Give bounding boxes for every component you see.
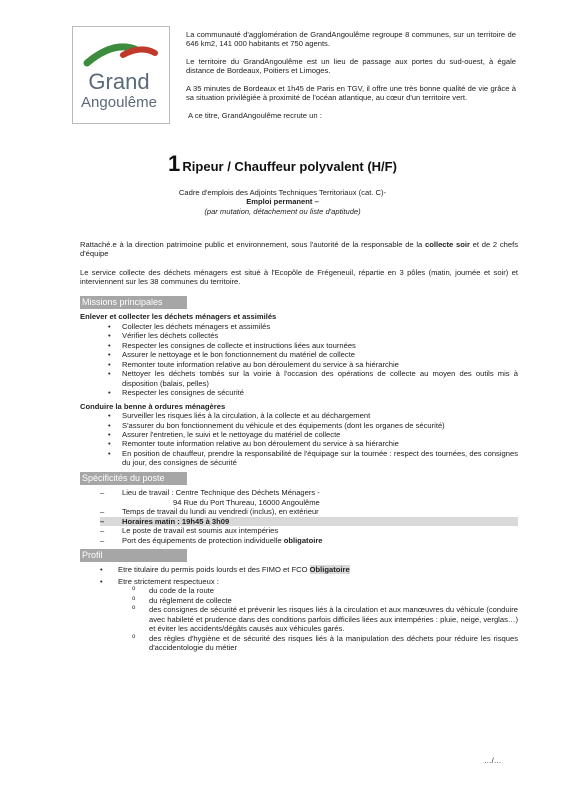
license-text: Etre titulaire du permis poids lourds et des FIMO et FCO [118,565,310,575]
job-subtitle [0,188,565,216]
para1-text-end: et de 2 chefs d'équipe [80,240,518,259]
list-item: • En position de chauffeur, prendre la responsabilité de l'équipage sur la tournée : respect des tournées, des consignes du jour, des consignes de sécurité [110,449,518,468]
intro-paragraph: A 35 minutes de Bordeaux et 1h45 de Paris en TGV, il offre une très bonne qualité de vie grâce à sa situation privilégiée à proximité de l'océan atlantique, au cœur d'un territoire vert. [186,83,516,103]
page-continuation: …/… [484,756,502,765]
specificites-list [80,488,518,545]
list-item [100,488,518,507]
logo-line1: Grand [88,69,150,94]
missions-group2-list [80,411,518,468]
list-item: – Temps de travail du lundi au vendredi (inclus), en extérieur [100,507,518,516]
protection-bold: obligatoire [283,535,323,545]
missions-group1-title: Enlever et collecter les déchets ménagers et assimilés [80,312,277,322]
intro-paragraph: Le territoire du GrandAngoulême est un lieu de passage aux portes du sud-ouest, à égale distance de Bordeaux, Poitiers et Limoges. [186,56,516,76]
workplace-line1: Lieu de travail : Centre Technique des Déchets Ménagers - [122,488,320,498]
profil-list [80,565,518,652]
section-missions-heading: Missions principales [80,296,187,309]
hours-highlight: – Horaires matin : 19h45 à 3h09 [100,517,518,526]
attachment-paragraph [80,240,518,259]
para1-bold: collecte soir [425,240,470,249]
list-item: • S'assurer du bon fonctionnement du véhicule et des équipements (dont les organes de sécurité) [110,421,518,430]
list-item [100,536,518,545]
respect-sublist [118,586,518,652]
body-content [80,240,518,655]
list-item: • Remonter toute information relative au bon déroulement du service à sa hiérarchie [110,439,518,448]
list-item: • Remonter toute information relative au bon déroulement du service à sa hiérarchie [110,360,518,369]
subtitle-line2: Emploi permanent – [246,197,319,207]
list-item: • Nettoyer les déchets tombés sur la voirie à l'occasion des opérations de collecte au moyen des outils mis à disposition (balais, pelles) [110,369,518,388]
list-item: • Collecter les déchets ménagers et assimilés [110,322,518,331]
subtitle-line1: Cadre d'emplois des Adjoints Techniques Territoriaux (cat. C)- [178,188,387,197]
para1-text: Rattaché.e à la direction patrimoine public et environnement, sous l'autorité de la responsable de la [80,240,425,249]
logo-line2: Angoulême [81,94,157,111]
job-count: 1 [168,151,181,176]
missions-group1-list [80,322,518,398]
section-specificites-heading: Spécificités du poste [80,472,187,485]
job-title [0,150,565,178]
list-item: – Le poste de travail est soumis aux intempéries [100,526,518,535]
list-item: • Surveiller les risques liés à la circulation, à la collecte et au déchargement [110,411,518,420]
service-paragraph: Le service collecte des déchets ménagers est situé à l'Ecopôle de Frégeneuil, répartie en 3 pôles (matin, journée et soir) et interviennent sur les 38 communes du territoire. [80,267,518,287]
obligatoire-highlight: Obligatoire [309,565,350,575]
sublist-item: o des consignes de sécurité et prévenir les risques liés à la circulation et aux manœuvres du véhicule (conduire avec habileté et prudence dans des conditions parfois difficiles liées aux intempéries : pluie, neige, verglas…) et éviter les accidents/dégâts causés aux véhicules garés. [132,605,518,633]
missions-group2-title: Conduire la benne à ordures ménagères [80,401,226,411]
sublist-item: o du règlement de collecte [132,596,518,605]
grandangouleme-logo [72,26,170,124]
list-item: • Respecter les consignes de sécurité [110,388,518,397]
intro-recruit-line: A ce titre, GrandAngoulême recrute un : [188,110,322,120]
subtitle-line3: (par mutation, détachement ou liste d'aptitude) [204,206,361,216]
section-profil-heading: Profil [80,549,187,562]
list-item: • Assurer le nettoyage et le bon fonctionnement du matériel de collecte [110,350,518,359]
sublist-item: o des règles d'hygiène et de sécurité des risques liés à la manipulation des déchets pour réduire les risques d'accidentologie du métier [132,634,518,653]
intro-paragraph: La communauté d'agglomération de GrandAngoulême regroupe 8 communes, sur un territoire de 646 km2, 141 000 habitants et 750 agents. [186,30,516,49]
list-item [100,565,518,574]
respect-text: Etre strictement respectueux : [118,576,219,586]
list-item: • Assurer l'entretien, le suivi et le nettoyage du matériel de collecte [110,430,518,439]
protection-text: Port des équipements de protection individuelle [122,535,284,545]
job-title-text: Ripeur / Chauffeur polyvalent (H/F) [182,159,397,174]
workplace-line2: 94 Rue du Port Thureau, 16000 Angoulême [173,497,320,507]
list-item [100,577,518,653]
intro-block [186,30,516,128]
list-item: • Respecter les consignes de collecte et instructions liées aux tournées [110,341,518,350]
sublist-item: o du code de la route [132,586,518,595]
list-item: • Vérifier les déchets collectés [110,331,518,340]
